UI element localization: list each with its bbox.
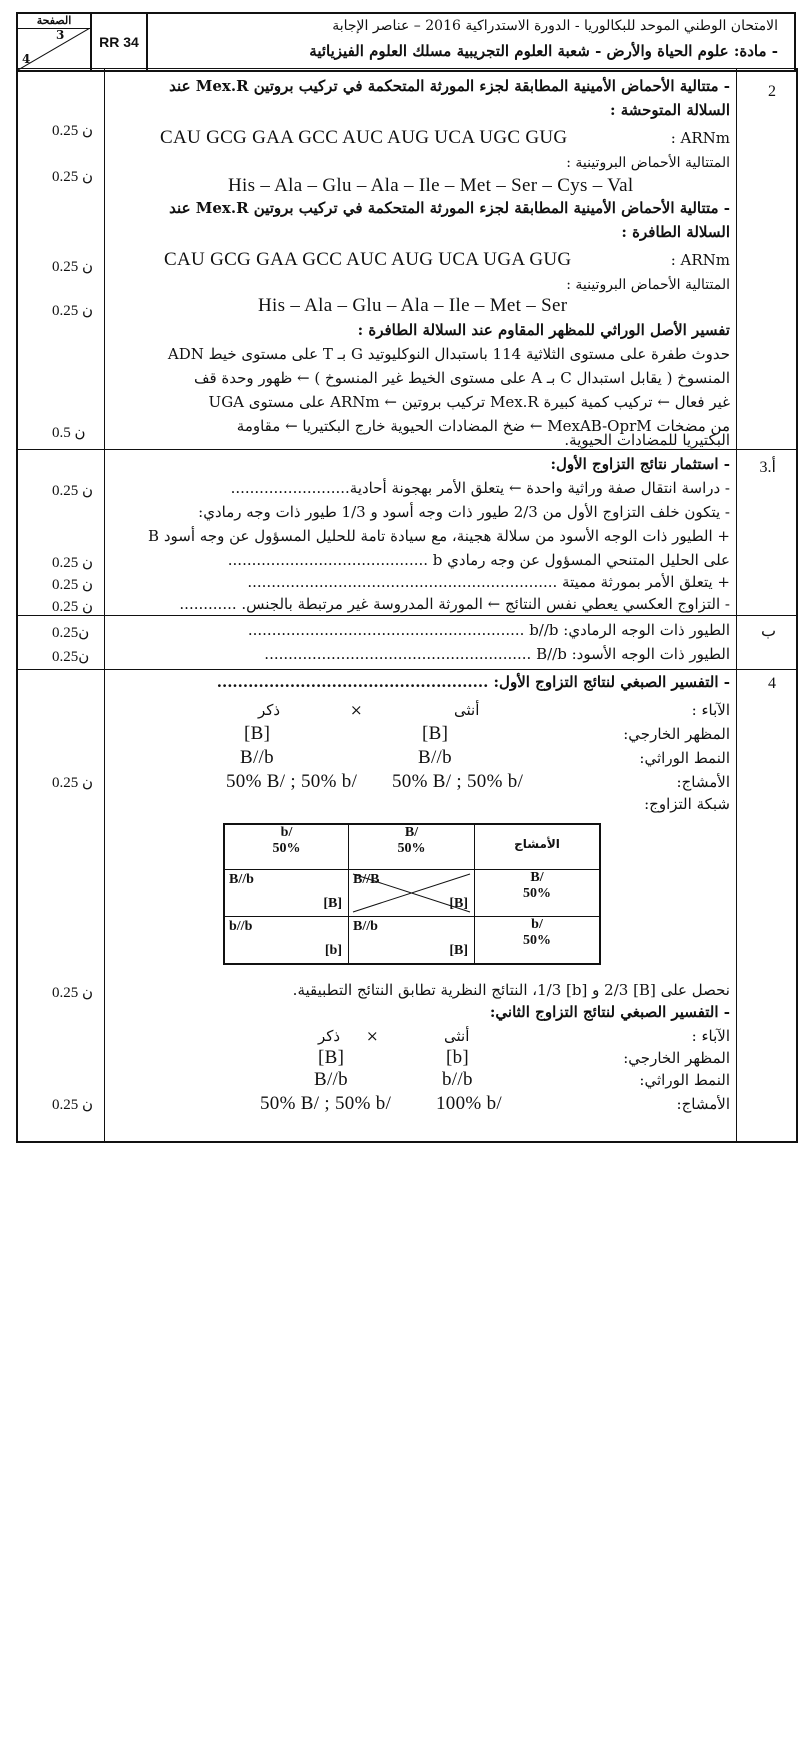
q2-title-1b: السلالة المتوحشة :	[609, 101, 730, 119]
grid-cell	[224, 916, 349, 964]
q3-line: + الطيور ذات الوجه الأسود من سلالة هجينة، مع سيادة تامة للحليل المسؤول عن وجه أسود B	[148, 527, 730, 545]
phenotype-female: [b]	[446, 1047, 470, 1068]
score: 0.25 ن	[52, 599, 94, 615]
female-label: أنثى	[444, 1027, 470, 1045]
genotype-label: النمط الوراثي:	[639, 1071, 730, 1089]
gametes-female: 100% b/	[436, 1093, 502, 1114]
q4-title-2: - التفسير الصبغي لنتائج التزاوج الثاني:	[489, 1003, 730, 1021]
cell-genotype: B//B	[353, 872, 380, 887]
score: 0.25ن	[52, 625, 90, 641]
row-divider	[18, 615, 796, 616]
male-label: ذكر	[318, 1027, 341, 1045]
score: 0.25ن	[52, 649, 90, 665]
score: 0.25 ن	[52, 303, 94, 319]
score: 0.25 ن	[52, 985, 94, 1001]
exam-subject: - مادة: علوم الحياة والأرض - شعبة العلوم التجريبية مسلك العلوم الفيزيائية	[309, 42, 778, 60]
phenotype-label: المظهر الخارجي:	[623, 725, 730, 743]
q3-line: - دراسة انتقال صفة وراثية واحدة ← يتعلق الأمر بهجونة أحادية.........................	[230, 479, 730, 497]
score: 0.25 ن	[52, 1097, 94, 1113]
gametes-female: 50% B/ ; 50% b/	[392, 771, 524, 792]
grid-label: شبكة التزاوج:	[644, 795, 730, 813]
parents-label: الآباء :	[691, 701, 730, 719]
cell-phenotype: [b]	[324, 943, 342, 958]
q2-title-2b: السلالة الطافرة :	[621, 223, 730, 241]
cross-sign: ×	[350, 701, 363, 719]
q2-title-1a: - متتالية الأحماض الأمينية المطابقة لجزء المورثة المتحكمة في تركيب بروتين Mex.R عند	[169, 77, 730, 95]
q2-explanation: المنسوخ ( يقابل استبدال C بـ A على مستوى الخيط غير المنسوخ ) ← ظهور وحدة قف	[193, 369, 730, 387]
answer-table	[16, 68, 798, 1143]
arnm-mutant-sequence: CAU GCG GAA GCC AUC AUG UCA UGA GUG	[164, 249, 572, 270]
exam-code: RR 34	[92, 14, 148, 70]
score: 0.25 ن	[52, 577, 94, 593]
number-column-divider	[736, 69, 737, 1141]
cross-sign: ×	[366, 1027, 379, 1045]
protein-label: المتتالية الأحماض البروتينية :	[566, 277, 730, 293]
cell-genotype: B//b	[229, 872, 254, 887]
genotype-black: الطيور ذات الوجه الأسود: B//b ........................................................	[264, 645, 730, 663]
grid-cell	[348, 916, 475, 964]
score-column-divider	[104, 69, 105, 1141]
genotype-male: B//b	[314, 1069, 348, 1090]
question-number: 2	[768, 83, 776, 100]
grid-col-header	[224, 824, 349, 870]
q3-line: - التزاوج العكسي يعطي نفس النتائج ← المورثة المدروسة غير مرتبطة بالجنس. ............	[179, 595, 730, 613]
gamete-percent: 50%	[523, 933, 551, 948]
question-number: ب	[760, 623, 776, 640]
score: 0.25 ن	[52, 775, 94, 791]
result-text: نحصل على [B] 2/3 و [b] 1/3، النتائج النظرية تطابق النتائج التطبيقية.	[292, 981, 730, 999]
q2-explanation: UGA على مستوى ARNm ← تركيب بروتين Mex.R غير فعال ← تركيب كمية كبيرة	[208, 393, 730, 411]
protein-label: المتتالية الأحماض البروتينية :	[566, 155, 730, 171]
protein-wild-sequence: His – Ala – Glu – Ala – Ile – Met – Ser – Cys – Val	[228, 175, 634, 196]
score: 0.25 ن	[52, 555, 94, 571]
gamete-label: B/	[404, 825, 419, 840]
phenotype-male: [B]	[318, 1047, 345, 1068]
gametes-male: 50% B/ ; 50% b/	[260, 1093, 392, 1114]
question-number: أ.3	[759, 459, 776, 476]
exam-title: الامتحان الوطني الموحد للبكالوريا - الدورة الاستدراكية 2016 – عناصر الإجابة	[332, 18, 778, 34]
cell-phenotype: [B]	[323, 896, 342, 911]
page-current: 3	[56, 28, 65, 42]
grid-corner	[474, 824, 600, 870]
gamete-percent: 50%	[523, 886, 551, 901]
grid-corner-label: الأمشاج	[514, 837, 560, 851]
q2-explanation: حدوث طفرة على مستوى الثلاثية 114 باستبدال النوكليوتيد G بـ T على مستوى خيط ADN	[167, 345, 730, 363]
grid-col-header	[348, 824, 475, 870]
grid-cell	[348, 869, 475, 917]
score: 0.25 ن	[52, 483, 94, 499]
gametes-label: الأمشاج:	[676, 1095, 730, 1113]
exam-header	[16, 12, 796, 72]
gamete-label: B/	[530, 870, 544, 885]
phenotype-female: [B]	[422, 723, 449, 744]
row-divider	[18, 449, 796, 450]
cell-genotype: B//b	[353, 919, 378, 934]
page-label: الصفحة	[18, 14, 90, 29]
genotype-grey: الطيور ذات الوجه الرمادي: b//b ..........................................................	[247, 621, 730, 639]
q3-line: + يتعلق الأمر بمورثة مميتة .................................................................	[247, 573, 730, 591]
crossing-grid	[223, 823, 601, 965]
gametes-male: 50% B/ ; 50% b/	[226, 771, 358, 792]
page-total: 4	[22, 52, 31, 66]
phenotype-male: [B]	[244, 723, 271, 744]
gamete-label: b/	[280, 825, 293, 840]
q2-title-3: تفسير الأصل الوراثي للمظهر المقاوم عند السلالة الطافرة :	[357, 321, 730, 339]
row-divider	[18, 669, 796, 670]
arnm-label: : ARNm	[670, 129, 730, 147]
cell-genotype: b//b	[229, 919, 253, 934]
gametes-label: الأمشاج:	[676, 773, 730, 791]
genotype-female: B//b	[418, 747, 452, 768]
page-number-box	[18, 14, 92, 70]
gamete-label: b/	[531, 917, 543, 932]
question-number: 4	[768, 675, 776, 692]
q3-line: - يتكون خلف التزاوج الأول من 2/3 طيور ذات وجه أسود و 1/3 طيور ذات وجه رمادي:	[198, 503, 730, 521]
q2-title-2a: - متتالية الأحماض الأمينية المطابقة لجزء المورثة المتحكمة في تركيب بروتين Mex.R عند	[169, 199, 730, 217]
genotype-female: b//b	[442, 1069, 473, 1090]
phenotype-label: المظهر الخارجي:	[623, 1049, 730, 1067]
cell-phenotype: [B]	[449, 896, 468, 911]
gamete-percent: 50%	[272, 841, 301, 856]
score: 0.25 ن	[52, 169, 94, 185]
score: 0.25 ن	[52, 259, 94, 275]
q4-title-1: - التفسير الصبغي لنتائج التزاوج الأول: ....................................................	[216, 673, 730, 691]
q3-line: على الحليل المتنحي المسؤول عن وجه رمادي b ..........................................	[227, 551, 730, 569]
grid-row-header	[474, 869, 600, 917]
q2-explanation: من مضخات MexAB-OprM ← ضخ المضادات الحيوية خارج البكتيريا ← مقاومة	[236, 417, 730, 435]
q2-explanation: البكتيريا للمضادات الحيوية.	[564, 431, 730, 449]
grid-cell	[224, 869, 349, 917]
parents-label: الآباء :	[691, 1027, 730, 1045]
male-label: ذكر	[258, 701, 281, 719]
genotype-male: B//b	[240, 747, 274, 768]
gamete-percent: 50%	[397, 841, 426, 856]
genotype-label: النمط الوراثي:	[639, 749, 730, 767]
score: 0.25 ن	[52, 123, 94, 139]
cell-phenotype: [B]	[449, 943, 468, 958]
arnm-wild-sequence: CAU GCG GAA GCC AUC AUG UCA UGC GUG	[160, 127, 568, 148]
female-label: أنثى	[454, 701, 480, 719]
protein-mutant-sequence: His – Ala – Glu – Ala – Ile – Met – Ser	[258, 295, 568, 316]
grid-row-header	[474, 916, 600, 964]
score: 0.5 ن	[52, 425, 86, 441]
arnm-label: : ARNm	[670, 251, 730, 269]
q3-title: - استثمار نتائج التزاوج الأول:	[550, 455, 730, 473]
